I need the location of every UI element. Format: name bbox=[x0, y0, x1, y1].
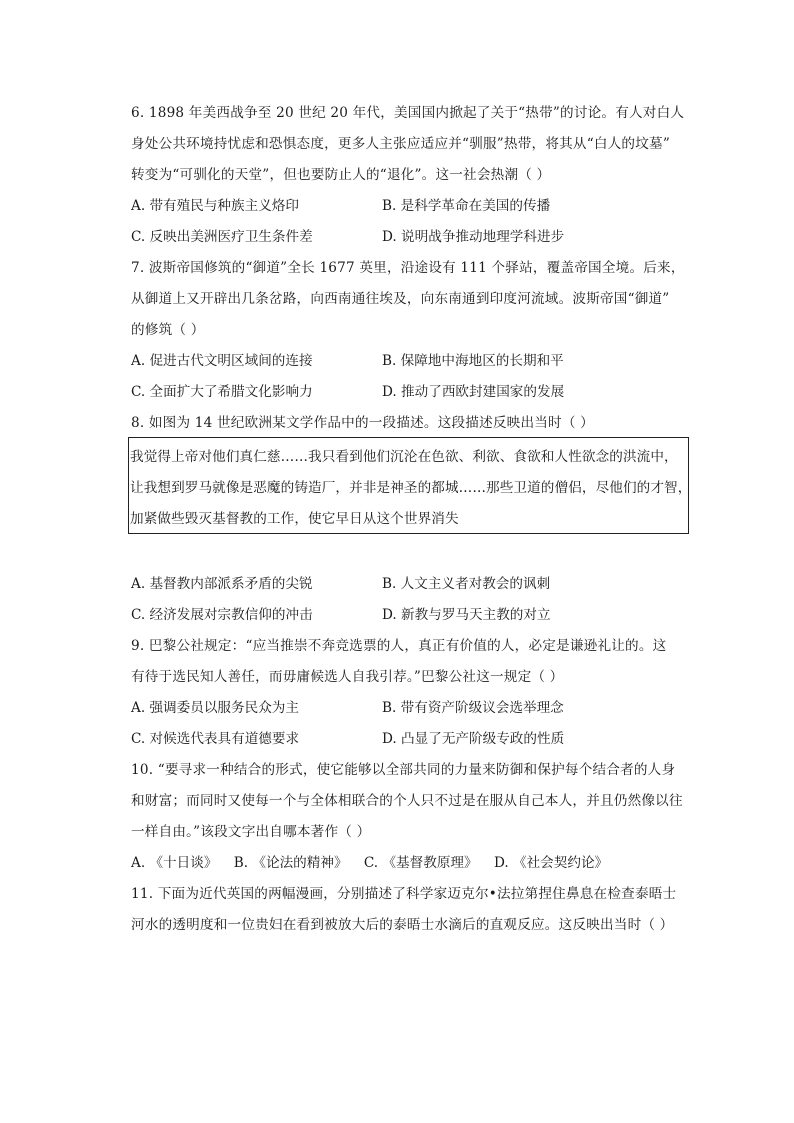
q7-option-b[interactable]: B. 保障地中海地区的长期和平 bbox=[382, 353, 564, 369]
q8-option-d[interactable]: D. 新教与罗马天主教的对立 bbox=[382, 607, 551, 623]
q10-line-1: 10. “要寻求一种结合的形式，使它能够以全部共同的力量来防御和保护每个结合者的人身 bbox=[131, 762, 676, 778]
q6-line-2: 身处公共环境持忧虑和恐惧态度，更多人主张应适应并“驯服”热带，将其从“白人的坟墓” bbox=[131, 136, 670, 152]
q9-line-1: 9. 巴黎公社规定：“应当推崇不奔竞选票的人，真正有价值的人，必定是谦逊礼让的。这 bbox=[131, 638, 667, 654]
q8-option-a[interactable]: A. 基督教内部派系矛盾的尖锐 bbox=[131, 576, 313, 592]
q8-line-1: 8. 如图为 14 世纪欧洲某文学作品中的一段描述。这段描述反映出当时（ ） bbox=[131, 415, 594, 431]
q10-option-d[interactable]: D. 《社会契约论》 bbox=[493, 855, 609, 871]
q9-option-a[interactable]: A. 强调委员以服务民众为主 bbox=[131, 700, 299, 716]
q6-option-d[interactable]: D. 说明战争推动地理学科进步 bbox=[382, 229, 565, 245]
q9-line-2: 有待于选民知人善任，而毋庸候选人自我引荐。”巴黎公社这一规定（ ） bbox=[131, 669, 564, 685]
q6-option-c[interactable]: C. 反映出美洲医疗卫生条件差 bbox=[131, 229, 313, 245]
q8-quote-line-2: 让我想到罗马就像是恶魔的铸造厂，并非是神圣的都城……那些卫道的僧侣，尽他们的才智， bbox=[130, 480, 692, 496]
q6-line-1: 6. 1898 年美西战争至 20 世纪 20 年代，美国国内掀起了关于“热带”的讨论。有人对白人 bbox=[131, 105, 685, 121]
q10-line-2: 和财富；而同时又使每一个与全体相联合的个人只不过是在服从自己本人，并且仍然像以往 bbox=[131, 793, 683, 809]
q11-line-2: 河水的透明度和一位贵妇在看到被放大后的泰晤士水滴后的直观反应。这反映出当时（ ） bbox=[131, 917, 674, 933]
q7-option-d[interactable]: D. 推动了西欧封建国家的发展 bbox=[382, 384, 565, 400]
q9-option-c[interactable]: C. 对候选代表具有道德要求 bbox=[131, 731, 300, 747]
q8-option-c[interactable]: C. 经济发展对宗教信仰的冲击 bbox=[131, 607, 313, 623]
q6-line-3: 转变为“可驯化的天堂”，但也要防止人的“退化”。这一社会热潮（ ） bbox=[131, 167, 551, 183]
q7-line-1: 7. 波斯帝国修筑的“御道”全长 1677 英里，沿途设有 111 个驿站，覆盖帝国全境。后来， bbox=[131, 260, 685, 276]
q10-option-c[interactable]: C. 《基督教原理》 bbox=[363, 855, 478, 871]
q6-option-a[interactable]: A. 带有殖民与种族主义烙印 bbox=[131, 198, 299, 214]
q7-option-a[interactable]: A. 促进古代文明区域间的连接 bbox=[131, 353, 313, 369]
q10-line-3: 一样自由。”该段文字出自哪本著作（ ） bbox=[131, 824, 371, 840]
q6-option-b[interactable]: B. 是科学革命在美国的传播 bbox=[382, 198, 551, 214]
q8-quote-line-1: 我觉得上帝对他们真仁慈……我只看到他们沉沦在色欲、利欲、食欲和人性欲念的洪流中， bbox=[130, 449, 678, 465]
q10-option-a[interactable]: A. 《十日谈》 bbox=[131, 855, 218, 871]
q7-option-c[interactable]: C. 全面扩大了希腊文化影响力 bbox=[131, 384, 313, 400]
q10-options-row bbox=[131, 853, 620, 873]
q7-line-2: 从御道上又开辟出几条岔路，向西南通往埃及，向东南通到印度河流域。波斯帝国“御道” bbox=[131, 291, 670, 307]
q10-option-b[interactable]: B. 《论法的精神》 bbox=[233, 855, 348, 871]
q9-option-d[interactable]: D. 凸显了无产阶级专政的性质 bbox=[382, 731, 565, 747]
q8-option-b[interactable]: B. 人文主义者对教会的讽刺 bbox=[382, 576, 551, 592]
q7-line-3: 的修筑（ ） bbox=[131, 322, 205, 338]
q8-quote-line-3: 加紧做些毁灭基督教的工作，使它早日从这个世界消失 bbox=[130, 511, 459, 527]
q9-option-b[interactable]: B. 带有资产阶级议会选举理念 bbox=[382, 700, 564, 716]
q11-line-1: 11. 下面为近代英国的两幅漫画，分别描述了科学家迈克尔•法拉第捏住鼻息在检查泰晤士 bbox=[131, 886, 677, 902]
